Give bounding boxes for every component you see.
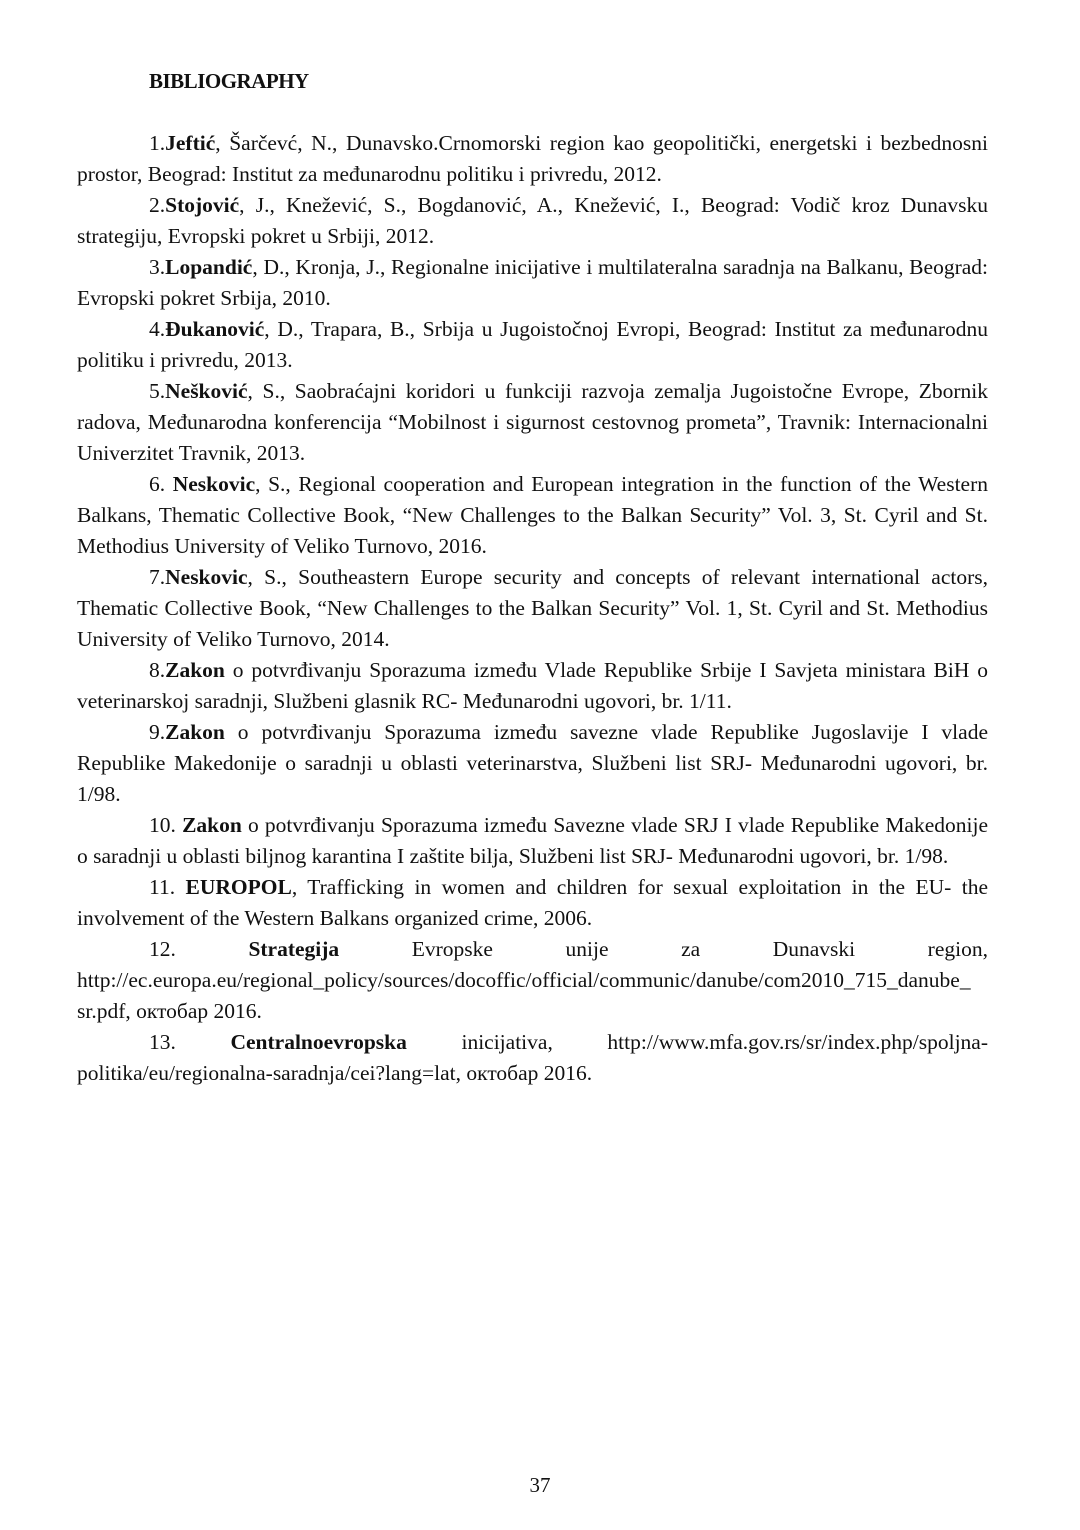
- entry-number: 10.: [149, 813, 176, 837]
- bibliography-entry: [77, 717, 988, 810]
- entry-number: 9.: [149, 720, 166, 744]
- entry-number: 12.: [149, 937, 176, 961]
- page-body: [77, 66, 988, 1089]
- entry-text: , D., Kronja, J., Regionalne inicijative i multilateralna saradnja na Balkanu, Beograd: Evropski pokret Srbija, 2010.: [77, 255, 988, 310]
- page-title: BIBLIOGRAPHY: [149, 69, 309, 93]
- entry-number: 3.: [149, 255, 166, 279]
- entry-author: EUROPOL: [185, 875, 292, 899]
- bibliography-entry: [77, 562, 988, 655]
- entry-text: Evropske unije za Dunavski region, http://ec.europa.eu/regional_policy/sources/docoffic/official/communic/danube/com2010_715_danube_ sr.pdf, октобар 2016.: [77, 937, 988, 1023]
- bibliography-entry: [77, 190, 988, 252]
- entry-author: Zakon: [182, 813, 242, 837]
- bibliography-entry: [77, 128, 988, 190]
- entry-text: o potvrđivanju Sporazuma između Vlade Republike Srbije I Savjeta ministara BiH o veterinarskoj saradnji, Službeni glasnik RC- Međunarodni ugovori, br. 1/11.: [77, 658, 988, 713]
- bibliography-entry: [77, 655, 988, 717]
- entry-author: Neskovic: [172, 472, 256, 496]
- entry-number: 7.: [149, 565, 166, 589]
- bibliography-entry: [77, 376, 988, 469]
- entry-text: , S., Saobraćajni koridori u funkciji razvoja zemalja Jugoistočne Evrope, Zbornik radova, Međunarodna konferencija “Mobilnost i sigurnost cestovnog prometa”, Travnik: Internacionalni Univerzitet Travnik, 2013.: [77, 379, 988, 465]
- entry-author: Đukanović: [165, 317, 265, 341]
- entry-author: Zakon: [165, 658, 225, 682]
- bibliography-entry: [77, 872, 988, 934]
- entry-text: , S., Regional cooperation and European integration in the function of the Western Balkans, Thematic Collective Book, “New Challenges to the Balkan Security” Vol. 3, St. Cyril and St. Methodius University of Veliko Turnovo, 2016.: [77, 472, 988, 558]
- entry-text: o potvrđivanju Sporazuma između savezne vlade Republike Jugoslavije I vlade Republike Makedonije o saradnji u oblasti veterinarstva, Službeni list SRJ- Međunarodni ugovori, br. 1/98.: [77, 720, 988, 806]
- entry-number: 2.: [149, 193, 166, 217]
- entry-number: 5.: [149, 379, 166, 403]
- entry-author: Strategija: [248, 937, 340, 961]
- entry-text: , S., Southeastern Europe security and concepts of relevant international actors, Thematic Collective Book, “New Challenges to the Balkan Security” Vol. 1, St. Cyril and St. Methodius University of Veliko Turnovo, 2014.: [77, 565, 988, 651]
- bibliography-list: [77, 128, 988, 1089]
- entry-text: , Šarčevć, N., Dunavsko.Crnomorski region kao geopolitički, energetski i bezbednosni prostor, Beograd: Institut za međunarodnu politiku i privredu, 2012.: [77, 131, 988, 186]
- bibliography-entry: [77, 469, 988, 562]
- bibliography-entry: [77, 314, 988, 376]
- entry-author: Stojović: [165, 193, 240, 217]
- page-number: 37: [529, 1473, 551, 1497]
- entry-text: , J., Knežević, S., Bogdanović, A., Knežević, I., Beograd: Vodič kroz Dunavsku strategiju, Evropski pokret u Srbiji, 2012.: [77, 193, 988, 248]
- entry-number: 6.: [149, 472, 166, 496]
- entry-author: Centralnoevropska: [230, 1030, 407, 1054]
- entry-number: 8.: [149, 658, 166, 682]
- entry-author: Neskovic: [165, 565, 248, 589]
- entry-number: 4.: [149, 317, 166, 341]
- entry-text: , D., Trapara, B., Srbija u Jugoistočnoj Evropi, Beograd: Institut za međunarodnu politiku i privredu, 2013.: [77, 317, 988, 372]
- bibliography-entry: [77, 934, 988, 1027]
- entry-author: Lopandić: [165, 255, 253, 279]
- entry-author: Jeftić: [165, 131, 216, 155]
- entry-number: 1.: [149, 131, 166, 155]
- entry-text: inicijativa, http://www.mfa.gov.rs/sr/index.php/spoljna-politika/eu/regionalna-saradnja/cei?lang=lat, октобар 2016.: [77, 1030, 989, 1085]
- entry-text: o potvrđivanju Sporazuma između Savezne vlade SRJ I vlade Republike Makedonije o saradnji u oblasti biljnog karantina I zaštite bilja, Službeni list SRJ- Međunarodni ugovori, br. 1/98.: [77, 813, 989, 868]
- entry-number: 11.: [149, 875, 176, 899]
- entry-author: Zakon: [165, 720, 225, 744]
- entry-author: Nešković: [165, 379, 248, 403]
- entry-text: , Trafficking in women and children for sexual exploitation in the EU- the involvement of the Western Balkans organized crime, 2006.: [77, 875, 989, 930]
- bibliography-entry: [77, 1027, 988, 1089]
- bibliography-entry: [77, 810, 988, 872]
- bibliography-entry: [77, 252, 988, 314]
- entry-number: 13.: [149, 1030, 176, 1054]
